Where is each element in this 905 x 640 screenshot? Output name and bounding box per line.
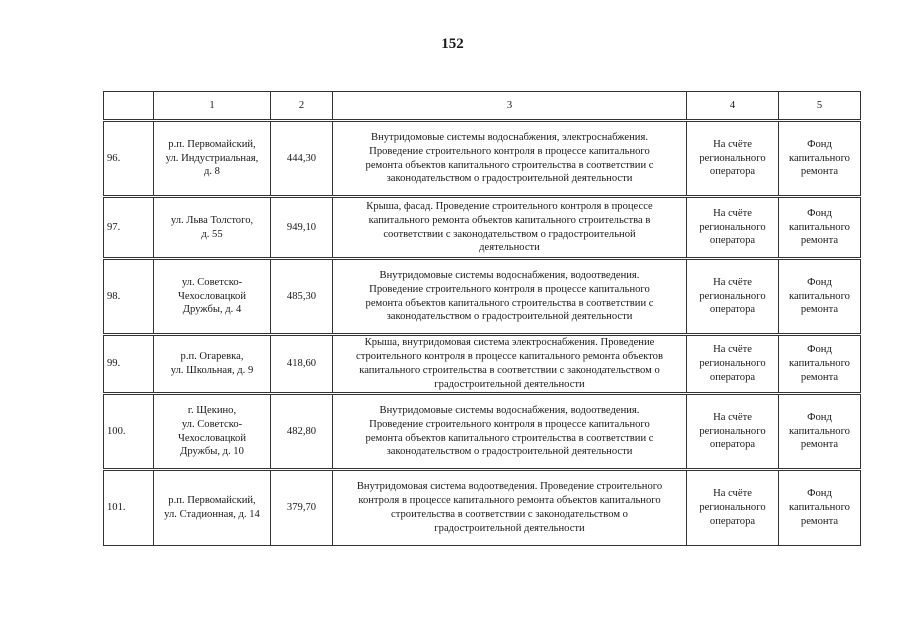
cell-line: регионального — [699, 502, 766, 514]
cell-line: капитального — [789, 425, 850, 437]
address-cell — [154, 394, 271, 470]
source-cell — [779, 121, 861, 197]
cell-line: ремонта — [800, 166, 839, 178]
source-cell — [779, 394, 861, 470]
area-cell: 444,30 — [271, 121, 333, 197]
cell-line: оператора — [709, 371, 756, 383]
area-cell: 418,60 — [271, 335, 333, 394]
cell-line: д. 55 — [201, 228, 223, 240]
cell-line: Крыша, фасад. Проведение строительного контроля в процессе — [366, 200, 653, 212]
cell-line: Проведение строительного контроля в процессе капитального — [369, 283, 650, 295]
cell-line: регионального — [699, 221, 766, 233]
cell-line: На счёте — [713, 138, 752, 150]
cell-line: Фонд — [807, 207, 832, 219]
cell-line: оператора — [709, 235, 756, 247]
address-cell — [154, 197, 271, 259]
cell-line: ул. Индустриальная, — [165, 152, 259, 164]
header-cell-num — [104, 92, 154, 121]
address-cell — [154, 259, 271, 335]
cell-line: д. 8 — [204, 166, 220, 178]
cell-line: Дружбы, д. 4 — [182, 304, 242, 316]
cell-line: Дружбы, д. 10 — [180, 446, 244, 458]
works-cell — [333, 394, 687, 470]
cell-line: строительства в соответствии с законодательством о — [391, 509, 628, 520]
cell-line: регионального — [699, 425, 766, 437]
cell-line: ул. Стадионная, д. 14 — [164, 509, 260, 520]
cell-line: ул. Льва Толстого, — [170, 214, 254, 226]
row-number: 101. — [104, 470, 154, 546]
source-cell — [779, 197, 861, 259]
cell-line: Фонд — [807, 411, 832, 423]
table-row — [104, 121, 861, 197]
cell-line: ремонта — [800, 439, 839, 451]
address-cell — [154, 335, 271, 394]
row-number: 96. — [104, 121, 154, 197]
cell-line: капитального — [789, 290, 850, 302]
works-cell — [333, 470, 687, 546]
account-cell — [687, 335, 779, 394]
cell-line: Внутридомовые системы водоснабжения, электроснабжения. — [371, 131, 648, 143]
account-cell — [687, 394, 779, 470]
table-row — [104, 197, 861, 259]
cell-line: Фонд — [807, 138, 832, 150]
cell-line: Внутридомовые системы водоснабжения, водоотведения. — [379, 269, 640, 281]
account-cell — [687, 470, 779, 546]
cell-line: капитального — [789, 358, 850, 370]
table-row — [104, 394, 861, 470]
cell-line: Чехословацкой — [178, 432, 246, 444]
cell-line: ул. Советско- — [181, 418, 243, 430]
cell-line: законодательством о градостроительной деятельности — [386, 446, 633, 458]
works-table — [103, 91, 861, 546]
cell-line: градостроительной деятельности — [434, 378, 585, 390]
cell-line: Проведение строительного контроля в процессе капитального — [369, 418, 650, 430]
cell-line: Внутридомовая система водоотведения. Проведение строительного — [356, 481, 663, 493]
cell-line: р.п. Первомайский, — [168, 495, 256, 507]
cell-line: капитального — [789, 502, 850, 514]
cell-line: Чехословацкой — [178, 290, 246, 302]
cell-line: регионального — [699, 152, 766, 164]
row-number: 98. — [104, 259, 154, 335]
cell-line: соответствии с законодательством о градостроительной — [383, 228, 636, 240]
cell-line: На счёте — [713, 344, 752, 356]
cell-line: капитального ремонта объектов капитального строительства в — [368, 214, 651, 226]
source-cell — [779, 470, 861, 546]
cell-line: ремонта — [800, 304, 839, 316]
account-cell — [687, 121, 779, 197]
cell-line: ремонта — [800, 515, 839, 527]
cell-line: оператора — [709, 304, 756, 316]
cell-line: Крыша, внутридомовая система электроснабжения. Проведение — [364, 337, 655, 349]
area-cell: 379,70 — [271, 470, 333, 546]
cell-line: Фонд — [807, 344, 832, 356]
table-row — [104, 259, 861, 335]
area-cell: 482,80 — [271, 394, 333, 470]
cell-line: На счёте — [713, 276, 752, 288]
cell-line: оператора — [709, 166, 756, 178]
cell-line: регионального — [699, 290, 766, 302]
cell-line: ремонта — [800, 371, 839, 383]
cell-line: На счёте — [713, 488, 752, 500]
area-cell: 485,30 — [271, 259, 333, 335]
works-cell — [333, 335, 687, 394]
cell-line: р.п. Огаревка, — [180, 351, 244, 363]
source-cell — [779, 335, 861, 394]
cell-line: строительного контроля в процессе капитального ремонта объектов — [356, 351, 663, 363]
cell-line: г. Щекино, — [187, 404, 237, 416]
account-cell — [687, 259, 779, 335]
cell-line: контроля в процессе капитального ремонта объектов капитального — [358, 495, 661, 507]
cell-line: ремонта — [800, 235, 839, 247]
header-cell-4: 4 — [687, 92, 779, 121]
cell-line: регионального — [699, 358, 766, 370]
account-cell — [687, 197, 779, 259]
cell-line: Фонд — [807, 276, 832, 288]
cell-line: ул. Школьная, д. 9 — [170, 365, 254, 376]
cell-line: законодательством о градостроительной деятельности — [386, 173, 633, 185]
cell-line: законодательством о градостроительной деятельности — [386, 311, 633, 323]
row-number: 99. — [104, 335, 154, 394]
cell-line: На счёте — [713, 207, 752, 219]
cell-line: ремонта объектов капитального строительства в соответствии с — [365, 432, 654, 444]
cell-line: капитального — [789, 152, 850, 164]
address-cell — [154, 121, 271, 197]
cell-line: оператора — [709, 515, 756, 527]
header-cell-2: 2 — [271, 92, 333, 121]
works-cell — [333, 197, 687, 259]
row-number: 97. — [104, 197, 154, 259]
page-number: 152 — [441, 36, 464, 52]
header-cell-1: 1 — [154, 92, 271, 121]
address-cell — [154, 470, 271, 546]
cell-line: капитального строительства в соответствии с законодательством о — [359, 365, 660, 376]
row-number: 100. — [104, 394, 154, 470]
cell-line: Проведение строительного контроля в процессе капитального — [369, 145, 650, 157]
cell-line: деятельности — [479, 242, 540, 254]
source-cell — [779, 259, 861, 335]
table-row — [104, 335, 861, 394]
area-cell: 949,10 — [271, 197, 333, 259]
works-cell — [333, 121, 687, 197]
cell-line: На счёте — [713, 411, 752, 423]
header-cell-5: 5 — [779, 92, 861, 121]
cell-line: оператора — [709, 439, 756, 451]
works-cell — [333, 259, 687, 335]
cell-line: градостроительной деятельности — [434, 522, 585, 534]
table-row — [104, 470, 861, 546]
cell-line: Внутридомовые системы водоснабжения, водоотведения. — [379, 404, 640, 416]
cell-line: ремонта объектов капитального строительства в соответствии с — [365, 297, 654, 309]
cell-line: ул. Советско- — [181, 276, 243, 288]
cell-line: капитального — [789, 221, 850, 233]
cell-line: Фонд — [807, 488, 832, 500]
cell-line: р.п. Первомайский, — [168, 138, 256, 150]
header-cell-3: 3 — [333, 92, 687, 121]
cell-line: ремонта объектов капитального строительства в соответствии с — [365, 159, 654, 171]
header-row — [104, 92, 861, 121]
